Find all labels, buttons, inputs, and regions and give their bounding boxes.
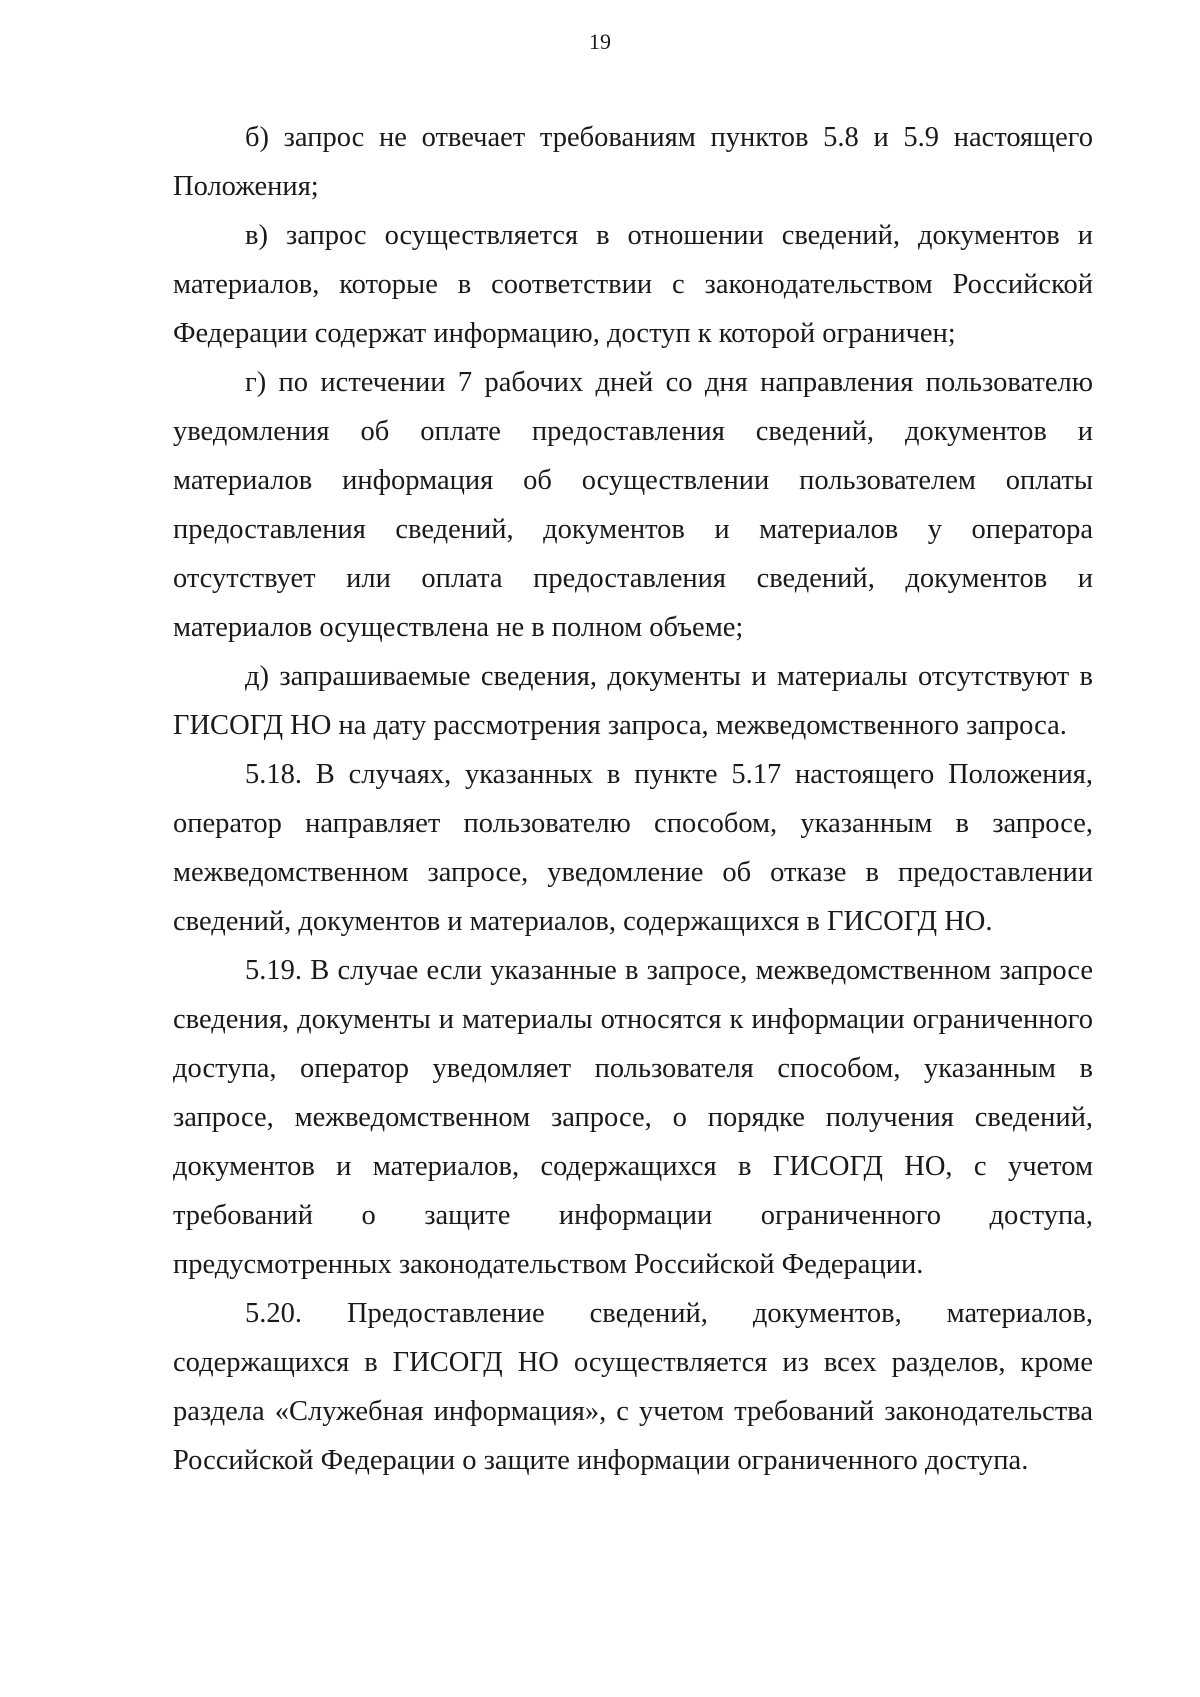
paragraph-g: г) по истечении 7 рабочих дней со дня направления пользователю уведомления об оплате предоставления сведений, документов и материалов информация об осуществлении пользователем оплаты предоставления сведений, документов и материалов у оператора отсутствует или оплата предоставления сведений, документов и материалов осуществлена не в полном объеме; [173, 367, 1093, 643]
document-body [173, 113, 1093, 1485]
paragraph-5-18: 5.18. В случаях, указанных в пункте 5.17 настоящего Положения, оператор направляет пользователю способом, указанным в запросе, межведомственном запросе, уведомление об отказе в предоставлении сведений, документов и материалов, содержащихся в ГИСОГД НО. [173, 759, 1093, 937]
paragraph-d: д) запрашиваемые сведения, документы и материалы отсутствуют в ГИСОГД НО на дату рассмотрения запроса, межведомственного запроса. [173, 661, 1093, 741]
paragraph-5-19: 5.19. В случае если указанные в запросе, межведомственном запросе сведения, документы и материалы относятся к информации ограниченного доступа, оператор уведомляет пользователя способом, указанным в запросе, межведомственном запросе, о порядке получения сведений, документов и материалов, содержащихся в ГИСОГД НО, с учетом требований о защите информации ограниченного доступа, предусмотренных законодательством Российской Федерации. [173, 955, 1093, 1280]
page-number: 19 [589, 29, 611, 54]
paragraph-5-20: 5.20. Предоставление сведений, документов, материалов, содержащихся в ГИСОГД НО осуществляется из всех разделов, кроме раздела «Служебная информация», с учетом требований законодательства Российской Федерации о защите информации ограниченного доступа. [173, 1298, 1093, 1476]
paragraph-b: б) запрос не отвечает требованиям пунктов 5.8 и 5.9 настоящего Положения; [173, 122, 1093, 202]
paragraph-v: в) запрос осуществляется в отношении сведений, документов и материалов, которые в соответствии с законодательством Российской Федерации содержат информацию, доступ к которой ограничен; [173, 220, 1093, 349]
